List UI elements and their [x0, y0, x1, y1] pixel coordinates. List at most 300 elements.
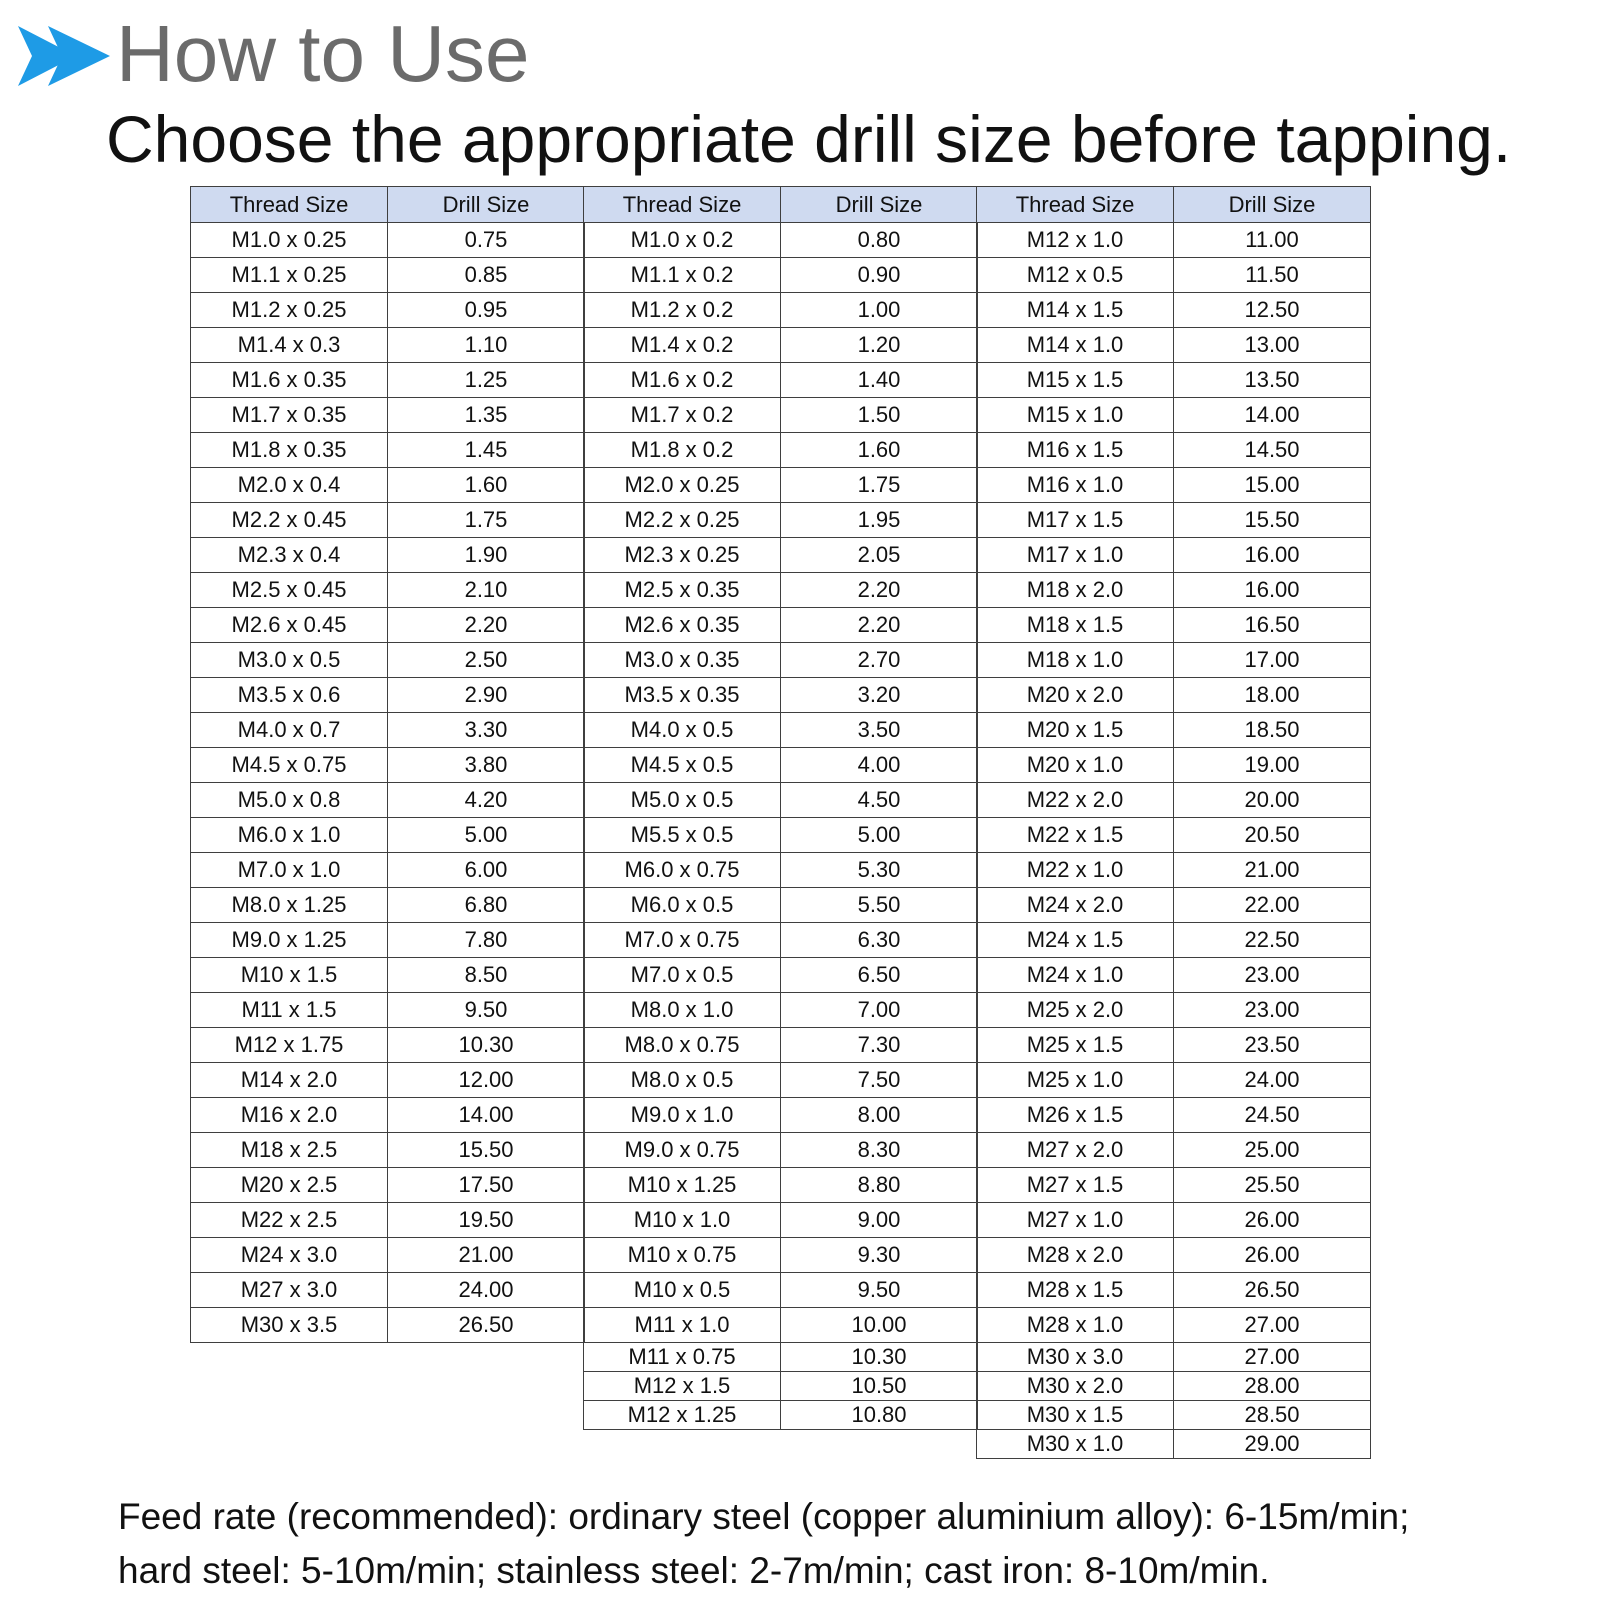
- table-row: [977, 503, 1371, 538]
- drill-size-table: [976, 186, 1371, 1459]
- table-row: [191, 1133, 585, 1168]
- drill-size-cell: 12.00: [388, 1063, 585, 1098]
- table-row: [191, 923, 585, 958]
- drill-size-cell: 0.95: [388, 293, 585, 328]
- drill-size-cell: 11.00: [1174, 223, 1371, 258]
- thread-size-cell: M1.8 x 0.2: [584, 433, 781, 468]
- thread-size-header: Thread Size: [977, 187, 1174, 223]
- drill-size-cell: 7.00: [781, 993, 978, 1028]
- thread-size-cell: M9.0 x 0.75: [584, 1133, 781, 1168]
- table-row: [584, 433, 978, 468]
- drill-size-cell: 1.20: [781, 328, 978, 363]
- table-row: [584, 1133, 978, 1168]
- table-row: [977, 608, 1371, 643]
- drill-size-cell: 5.30: [781, 853, 978, 888]
- table-row: [977, 538, 1371, 573]
- thread-size-cell: M2.6 x 0.45: [191, 608, 388, 643]
- table-row: [584, 958, 978, 993]
- thread-size-cell: M12 x 1.75: [191, 1028, 388, 1063]
- page-header: [0, 0, 1600, 180]
- drill-size-cell: 9.00: [781, 1203, 978, 1238]
- thread-size-cell: M20 x 1.5: [977, 713, 1174, 748]
- drill-size-cell: 17.00: [1174, 643, 1371, 678]
- table-row: [584, 1273, 978, 1308]
- table-row: [977, 258, 1371, 293]
- thread-size-cell: M14 x 1.5: [977, 293, 1174, 328]
- drill-size-cell: 23.50: [1174, 1028, 1371, 1063]
- drill-size-cell: 18.00: [1174, 678, 1371, 713]
- thread-size-cell: M4.0 x 0.5: [584, 713, 781, 748]
- thread-size-cell: M2.0 x 0.4: [191, 468, 388, 503]
- thread-size-cell: M22 x 2.5: [191, 1203, 388, 1238]
- table-row: [191, 1273, 585, 1308]
- feed-rate-note: [118, 1490, 1409, 1598]
- table-row: [584, 258, 978, 293]
- thread-size-cell: M1.0 x 0.25: [191, 223, 388, 258]
- drill-size-cell: 0.80: [781, 223, 978, 258]
- feed-rate-line-1: Feed rate (recommended): ordinary steel (copper aluminium alloy): 6-15m/min;: [118, 1496, 1410, 1537]
- table-row: [584, 1238, 978, 1273]
- table-row: [977, 1372, 1371, 1401]
- thread-size-cell: M8.0 x 0.5: [584, 1063, 781, 1098]
- table-row: [977, 748, 1371, 783]
- thread-size-cell: M1.2 x 0.2: [584, 293, 781, 328]
- drill-size-cell: 21.00: [388, 1238, 585, 1273]
- drill-size-cell: 4.20: [388, 783, 585, 818]
- thread-size-cell: M12 x 0.5: [977, 258, 1174, 293]
- table-row: [977, 1168, 1371, 1203]
- table-row: [977, 923, 1371, 958]
- table-row: [584, 573, 978, 608]
- thread-size-cell: M27 x 3.0: [191, 1273, 388, 1308]
- thread-size-cell: M25 x 1.5: [977, 1028, 1174, 1063]
- table-row: [977, 888, 1371, 923]
- table-row: [977, 1343, 1371, 1372]
- drill-size-cell: 22.50: [1174, 923, 1371, 958]
- drill-size-cell: 14.00: [388, 1098, 585, 1133]
- table-row: [977, 713, 1371, 748]
- drill-size-cell: 0.85: [388, 258, 585, 293]
- thread-size-cell: M2.5 x 0.35: [584, 573, 781, 608]
- drill-size-cell: 26.00: [1174, 1203, 1371, 1238]
- thread-size-cell: M18 x 2.0: [977, 573, 1174, 608]
- thread-size-cell: M1.2 x 0.25: [191, 293, 388, 328]
- drill-size-cell: 0.90: [781, 258, 978, 293]
- thread-size-cell: M28 x 1.5: [977, 1273, 1174, 1308]
- thread-size-cell: M16 x 1.5: [977, 433, 1174, 468]
- thread-size-cell: M15 x 1.5: [977, 363, 1174, 398]
- thread-size-cell: M27 x 2.0: [977, 1133, 1174, 1168]
- drill-size-cell: 28.50: [1174, 1401, 1371, 1430]
- thread-size-cell: M4.5 x 0.5: [584, 748, 781, 783]
- drill-size-header: Drill Size: [781, 187, 978, 223]
- thread-size-cell: M9.0 x 1.25: [191, 923, 388, 958]
- drill-size-cell: 16.00: [1174, 538, 1371, 573]
- drill-size-cell: 25.50: [1174, 1168, 1371, 1203]
- table-row: [977, 1238, 1371, 1273]
- thread-size-cell: M18 x 1.5: [977, 608, 1174, 643]
- thread-size-cell: M24 x 2.0: [977, 888, 1174, 923]
- thread-size-cell: M5.0 x 0.8: [191, 783, 388, 818]
- table-row: [584, 1168, 978, 1203]
- thread-size-cell: M16 x 2.0: [191, 1098, 388, 1133]
- drill-size-cell: 6.30: [781, 923, 978, 958]
- table-row: [191, 643, 585, 678]
- thread-size-cell: M2.3 x 0.4: [191, 538, 388, 573]
- table-row: [191, 538, 585, 573]
- table-row: [191, 293, 585, 328]
- table-row: [584, 1401, 978, 1430]
- table-row: [977, 643, 1371, 678]
- drill-size-tables: [190, 186, 1372, 1476]
- table-row: [191, 398, 585, 433]
- drill-size-cell: 5.00: [388, 818, 585, 853]
- table-row: [977, 853, 1371, 888]
- drill-size-table: [583, 186, 978, 1430]
- page-subtitle: Choose the appropriate drill size before tapping.: [106, 102, 1512, 176]
- thread-size-cell: M10 x 1.25: [584, 1168, 781, 1203]
- table-row: [191, 783, 585, 818]
- thread-size-cell: M11 x 0.75: [584, 1343, 781, 1372]
- drill-size-cell: 2.05: [781, 538, 978, 573]
- thread-size-cell: M1.0 x 0.2: [584, 223, 781, 258]
- drill-size-cell: 24.00: [1174, 1063, 1371, 1098]
- thread-size-cell: M16 x 1.0: [977, 468, 1174, 503]
- thread-size-cell: M28 x 2.0: [977, 1238, 1174, 1273]
- thread-size-cell: M3.5 x 0.6: [191, 678, 388, 713]
- thread-size-cell: M6.0 x 0.5: [584, 888, 781, 923]
- table-row: [977, 1401, 1371, 1430]
- drill-size-cell: 8.80: [781, 1168, 978, 1203]
- thread-size-cell: M30 x 2.0: [977, 1372, 1174, 1401]
- drill-size-table: [190, 186, 585, 1343]
- drill-size-cell: 15.50: [388, 1133, 585, 1168]
- drill-size-cell: 2.20: [781, 573, 978, 608]
- page-title: How to Use: [116, 9, 530, 98]
- thread-size-cell: M4.5 x 0.75: [191, 748, 388, 783]
- thread-size-cell: M2.5 x 0.45: [191, 573, 388, 608]
- thread-size-cell: M3.0 x 0.5: [191, 643, 388, 678]
- thread-size-cell: M28 x 1.0: [977, 1308, 1174, 1343]
- drill-size-cell: 3.80: [388, 748, 585, 783]
- drill-size-cell: 19.50: [388, 1203, 585, 1238]
- table-row: [977, 1063, 1371, 1098]
- drill-size-cell: 27.00: [1174, 1343, 1371, 1372]
- thread-size-cell: M3.5 x 0.35: [584, 678, 781, 713]
- drill-size-cell: 8.50: [388, 958, 585, 993]
- drill-size-cell: 4.50: [781, 783, 978, 818]
- table-row: [977, 468, 1371, 503]
- feed-rate-line-2: hard steel: 5-10m/min; stainless steel: 2-7m/min; cast iron: 8-10m/min.: [118, 1550, 1270, 1591]
- thread-size-cell: M15 x 1.0: [977, 398, 1174, 433]
- table-row: [584, 853, 978, 888]
- thread-size-cell: M12 x 1.25: [584, 1401, 781, 1430]
- drill-size-header: Drill Size: [388, 187, 585, 223]
- drill-size-cell: 18.50: [1174, 713, 1371, 748]
- drill-size-cell: 1.75: [781, 468, 978, 503]
- thread-size-cell: M30 x 1.5: [977, 1401, 1174, 1430]
- drill-size-cell: 20.50: [1174, 818, 1371, 853]
- thread-size-header: Thread Size: [584, 187, 781, 223]
- drill-size-cell: 25.00: [1174, 1133, 1371, 1168]
- table-row: [191, 853, 585, 888]
- thread-size-cell: M11 x 1.0: [584, 1308, 781, 1343]
- drill-size-cell: 1.90: [388, 538, 585, 573]
- table-row: [584, 223, 978, 258]
- thread-size-cell: M17 x 1.5: [977, 503, 1174, 538]
- drill-size-cell: 8.00: [781, 1098, 978, 1133]
- drill-size-cell: 26.50: [388, 1308, 585, 1343]
- table-row: [977, 993, 1371, 1028]
- thread-size-cell: M6.0 x 1.0: [191, 818, 388, 853]
- table-row: [584, 713, 978, 748]
- thread-size-cell: M9.0 x 1.0: [584, 1098, 781, 1133]
- drill-size-cell: 6.00: [388, 853, 585, 888]
- table-row: [584, 363, 978, 398]
- drill-size-cell: 7.80: [388, 923, 585, 958]
- thread-size-cell: M1.4 x 0.2: [584, 328, 781, 363]
- table-row: [584, 818, 978, 853]
- drill-size-cell: 2.20: [781, 608, 978, 643]
- drill-size-cell: 23.00: [1174, 993, 1371, 1028]
- drill-size-cell: 14.00: [1174, 398, 1371, 433]
- table-row: [977, 1098, 1371, 1133]
- drill-size-cell: 15.00: [1174, 468, 1371, 503]
- drill-size-cell: 1.10: [388, 328, 585, 363]
- thread-size-cell: M2.3 x 0.25: [584, 538, 781, 573]
- thread-size-cell: M18 x 1.0: [977, 643, 1174, 678]
- table-row: [584, 1372, 978, 1401]
- thread-size-cell: M30 x 3.5: [191, 1308, 388, 1343]
- drill-size-cell: 21.00: [1174, 853, 1371, 888]
- drill-size-cell: 1.00: [781, 293, 978, 328]
- table-row: [191, 573, 585, 608]
- thread-size-cell: M27 x 1.5: [977, 1168, 1174, 1203]
- drill-size-cell: 1.75: [388, 503, 585, 538]
- table-row: [584, 1343, 978, 1372]
- table-row: [977, 783, 1371, 818]
- drill-size-cell: 16.50: [1174, 608, 1371, 643]
- drill-size-cell: 10.30: [388, 1028, 585, 1063]
- table-row: [191, 433, 585, 468]
- table-row: [977, 1133, 1371, 1168]
- thread-size-cell: M1.7 x 0.2: [584, 398, 781, 433]
- table-row: [191, 1028, 585, 1063]
- thread-size-cell: M1.1 x 0.25: [191, 258, 388, 293]
- thread-size-cell: M22 x 1.0: [977, 853, 1174, 888]
- drill-size-cell: 6.50: [781, 958, 978, 993]
- table-row: [977, 293, 1371, 328]
- drill-size-cell: 12.50: [1174, 293, 1371, 328]
- thread-size-cell: M10 x 0.75: [584, 1238, 781, 1273]
- table-row: [191, 503, 585, 538]
- table-row: [191, 468, 585, 503]
- table-row: [977, 1308, 1371, 1343]
- thread-size-cell: M14 x 2.0: [191, 1063, 388, 1098]
- thread-size-cell: M10 x 0.5: [584, 1273, 781, 1308]
- thread-size-cell: M8.0 x 0.75: [584, 1028, 781, 1063]
- table-row: [191, 328, 585, 363]
- drill-size-cell: 5.00: [781, 818, 978, 853]
- drill-size-cell: 26.50: [1174, 1273, 1371, 1308]
- drill-size-cell: 27.00: [1174, 1308, 1371, 1343]
- table-col-3: [976, 186, 1370, 1459]
- table-row: [584, 468, 978, 503]
- table-row: [584, 1098, 978, 1133]
- drill-size-cell: 3.20: [781, 678, 978, 713]
- drill-size-cell: 7.50: [781, 1063, 978, 1098]
- drill-size-cell: 5.50: [781, 888, 978, 923]
- thread-size-cell: M12 x 1.0: [977, 223, 1174, 258]
- drill-size-cell: 24.50: [1174, 1098, 1371, 1133]
- table-row: [977, 573, 1371, 608]
- thread-size-cell: M6.0 x 0.75: [584, 853, 781, 888]
- thread-size-header: Thread Size: [191, 187, 388, 223]
- drill-size-cell: 10.00: [781, 1308, 978, 1343]
- drill-size-cell: 1.50: [781, 398, 978, 433]
- table-row: [977, 1430, 1371, 1459]
- table-row: [191, 888, 585, 923]
- thread-size-cell: M4.0 x 0.7: [191, 713, 388, 748]
- thread-size-cell: M24 x 1.5: [977, 923, 1174, 958]
- thread-size-cell: M5.0 x 0.5: [584, 783, 781, 818]
- table-row: [977, 328, 1371, 363]
- thread-size-cell: M20 x 2.0: [977, 678, 1174, 713]
- thread-size-cell: M17 x 1.0: [977, 538, 1174, 573]
- drill-size-cell: 13.50: [1174, 363, 1371, 398]
- thread-size-cell: M22 x 1.5: [977, 818, 1174, 853]
- thread-size-cell: M8.0 x 1.25: [191, 888, 388, 923]
- drill-size-cell: 2.10: [388, 573, 585, 608]
- drill-size-cell: 9.30: [781, 1238, 978, 1273]
- drill-size-cell: 8.30: [781, 1133, 978, 1168]
- drill-size-cell: 2.20: [388, 608, 585, 643]
- table-row: [977, 1028, 1371, 1063]
- thread-size-cell: M24 x 3.0: [191, 1238, 388, 1273]
- thread-size-cell: M25 x 2.0: [977, 993, 1174, 1028]
- table-row: [191, 1238, 585, 1273]
- thread-size-cell: M26 x 1.5: [977, 1098, 1174, 1133]
- table-row: [191, 1168, 585, 1203]
- thread-size-cell: M2.0 x 0.25: [584, 468, 781, 503]
- table-row: [584, 293, 978, 328]
- thread-size-cell: M24 x 1.0: [977, 958, 1174, 993]
- table-row: [191, 1308, 585, 1343]
- drill-size-cell: 28.00: [1174, 1372, 1371, 1401]
- drill-size-cell: 3.30: [388, 713, 585, 748]
- drill-size-cell: 17.50: [388, 1168, 585, 1203]
- table-col-2: [583, 186, 977, 1430]
- table-row: [584, 1308, 978, 1343]
- table-row: [584, 643, 978, 678]
- drill-size-cell: 24.00: [388, 1273, 585, 1308]
- thread-size-cell: M7.0 x 0.75: [584, 923, 781, 958]
- thread-size-cell: M2.6 x 0.35: [584, 608, 781, 643]
- table-row: [977, 223, 1371, 258]
- table-row: [191, 818, 585, 853]
- drill-size-cell: 23.00: [1174, 958, 1371, 993]
- table-row: [191, 958, 585, 993]
- thread-size-cell: M1.6 x 0.2: [584, 363, 781, 398]
- thread-size-cell: M20 x 1.0: [977, 748, 1174, 783]
- table-header-row: [977, 187, 1371, 223]
- thread-size-cell: M25 x 1.0: [977, 1063, 1174, 1098]
- drill-size-cell: 1.60: [388, 468, 585, 503]
- thread-size-cell: M10 x 1.5: [191, 958, 388, 993]
- table-row: [977, 1203, 1371, 1238]
- thread-size-cell: M22 x 2.0: [977, 783, 1174, 818]
- drill-size-cell: 9.50: [781, 1273, 978, 1308]
- drill-size-cell: 1.25: [388, 363, 585, 398]
- drill-size-cell: 4.00: [781, 748, 978, 783]
- thread-size-cell: M11 x 1.5: [191, 993, 388, 1028]
- table-row: [584, 678, 978, 713]
- thread-size-cell: M27 x 1.0: [977, 1203, 1174, 1238]
- table-row: [977, 1273, 1371, 1308]
- table-row: [977, 363, 1371, 398]
- thread-size-cell: M18 x 2.5: [191, 1133, 388, 1168]
- drill-size-cell: 1.60: [781, 433, 978, 468]
- thread-size-cell: M1.8 x 0.35: [191, 433, 388, 468]
- thread-size-cell: M8.0 x 1.0: [584, 993, 781, 1028]
- table-row: [191, 993, 585, 1028]
- table-row: [584, 1028, 978, 1063]
- table-row: [977, 678, 1371, 713]
- thread-size-cell: M12 x 1.5: [584, 1372, 781, 1401]
- thread-size-cell: M2.2 x 0.25: [584, 503, 781, 538]
- drill-size-cell: 9.50: [388, 993, 585, 1028]
- table-col-1: [190, 186, 584, 1343]
- thread-size-cell: M1.4 x 0.3: [191, 328, 388, 363]
- drill-size-cell: 1.95: [781, 503, 978, 538]
- thread-size-cell: M1.7 x 0.35: [191, 398, 388, 433]
- drill-size-cell: 16.00: [1174, 573, 1371, 608]
- thread-size-cell: M7.0 x 0.5: [584, 958, 781, 993]
- table-row: [584, 993, 978, 1028]
- table-row: [191, 608, 585, 643]
- table-row: [191, 1098, 585, 1133]
- drill-size-cell: 6.80: [388, 888, 585, 923]
- thread-size-cell: M20 x 2.5: [191, 1168, 388, 1203]
- table-header-row: [584, 187, 978, 223]
- table-row: [584, 888, 978, 923]
- drill-size-cell: 1.45: [388, 433, 585, 468]
- table-row: [191, 678, 585, 713]
- table-row: [191, 1063, 585, 1098]
- thread-size-cell: M14 x 1.0: [977, 328, 1174, 363]
- thread-size-cell: M1.6 x 0.35: [191, 363, 388, 398]
- table-row: [977, 818, 1371, 853]
- table-row: [584, 923, 978, 958]
- drill-size-cell: 15.50: [1174, 503, 1371, 538]
- table-row: [191, 748, 585, 783]
- thread-size-cell: M5.5 x 0.5: [584, 818, 781, 853]
- drill-size-cell: 0.75: [388, 223, 585, 258]
- drill-size-cell: 1.35: [388, 398, 585, 433]
- drill-size-cell: 7.30: [781, 1028, 978, 1063]
- table-row: [191, 223, 585, 258]
- drill-size-cell: 26.00: [1174, 1238, 1371, 1273]
- drill-size-cell: 22.00: [1174, 888, 1371, 923]
- table-row: [584, 1063, 978, 1098]
- table-row: [977, 398, 1371, 433]
- drill-size-cell: 20.00: [1174, 783, 1371, 818]
- drill-size-cell: 14.50: [1174, 433, 1371, 468]
- drill-size-cell: 2.70: [781, 643, 978, 678]
- table-row: [584, 328, 978, 363]
- drill-size-cell: 3.50: [781, 713, 978, 748]
- drill-size-cell: 10.30: [781, 1343, 978, 1372]
